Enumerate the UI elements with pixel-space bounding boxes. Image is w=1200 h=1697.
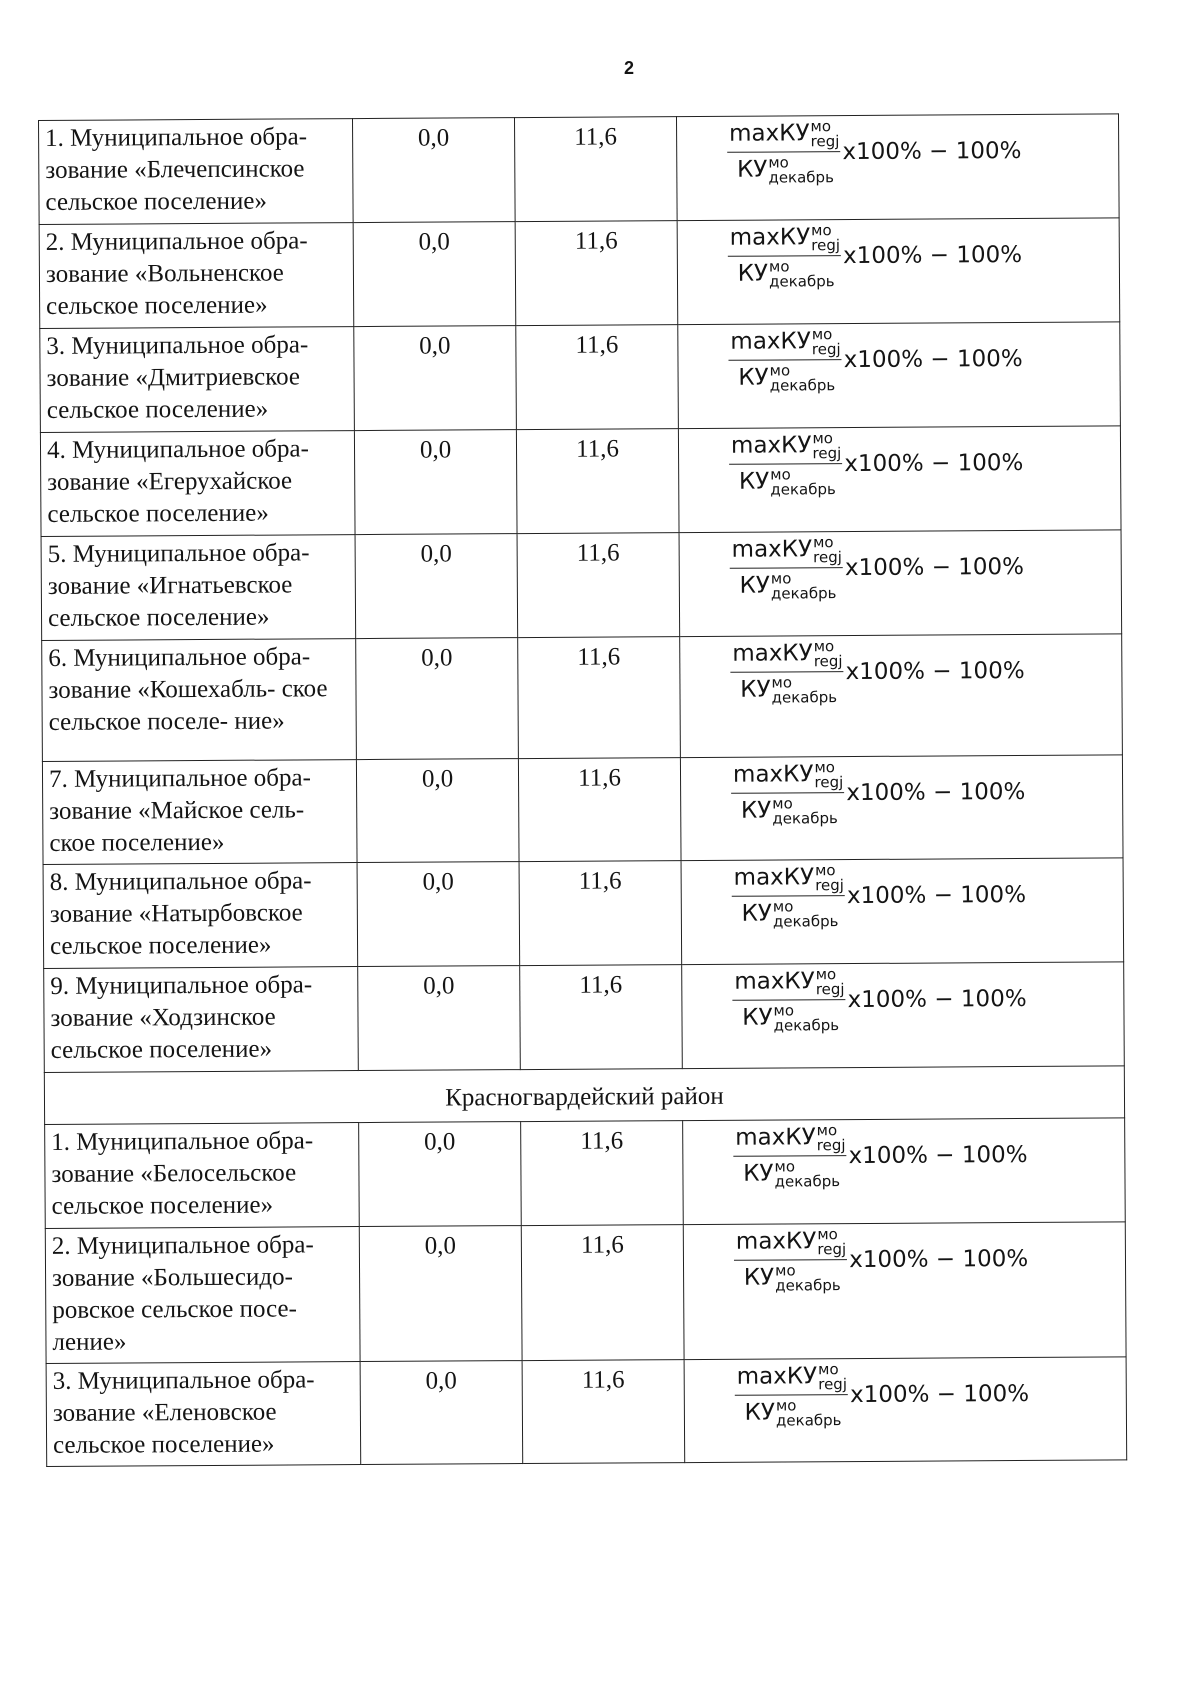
formula-numerator bbox=[734, 1227, 847, 1261]
formula-numerator-sup: мо bbox=[814, 758, 835, 777]
municipality-name-cell: 4. Муниципальное обра- зование «Егерухайское сельское поселение» bbox=[40, 431, 355, 537]
formula-numerator-sup: мо bbox=[815, 965, 837, 984]
formula bbox=[734, 1226, 1029, 1293]
formula-numerator-main: maxКУ bbox=[734, 968, 815, 995]
formula-denominator-main: КУ bbox=[741, 900, 773, 927]
formula-tail: x100% − 100% bbox=[845, 657, 1025, 685]
max-index-cell: 11,6 bbox=[521, 1225, 684, 1361]
formula bbox=[731, 759, 1026, 826]
max-index-cell: 11,6 bbox=[520, 965, 683, 1070]
formula-fraction bbox=[728, 327, 842, 393]
formula-numerator bbox=[730, 639, 843, 673]
formula-numerator-main: maxКУ bbox=[733, 864, 815, 891]
formula-tail: x100% − 100% bbox=[844, 553, 1025, 581]
municipality-name-cell: 3. Муниципальное обра- зование «Дмитриевское сельское поселение» bbox=[40, 327, 355, 433]
formula-tail: x100% − 100% bbox=[846, 881, 1027, 909]
formula-numerator-sub: regj bbox=[811, 236, 841, 255]
formula bbox=[729, 430, 1024, 497]
min-index-cell: 0,0 bbox=[354, 430, 517, 535]
formula-cell bbox=[678, 322, 1121, 429]
municipality-name-cell: 5. Муниципальное обра- зование «Игнатьевское сельское поселение» bbox=[41, 535, 356, 641]
max-index-cell: 11,6 bbox=[516, 325, 679, 430]
formula-numerator-main: maxКУ bbox=[732, 640, 813, 667]
formula-denominator-main: КУ bbox=[739, 572, 770, 599]
max-index-cell: 11,6 bbox=[518, 637, 681, 759]
formula-fraction bbox=[732, 967, 846, 1033]
municipality-name-cell: 6. Муниципальное обра- зование «Кошехабль- ское сельское поселе- ние» bbox=[42, 639, 357, 762]
formula bbox=[727, 118, 1022, 185]
formula-fraction bbox=[733, 1123, 847, 1189]
formula-denominator-sup: мо bbox=[772, 897, 794, 916]
formula-denominator bbox=[741, 1395, 843, 1428]
formula-fraction bbox=[727, 119, 841, 185]
formula-numerator-main: maxКУ bbox=[732, 761, 814, 788]
municipality-name-cell: 9. Муниципальное обра- зование «Ходзинское сельское поселение» bbox=[44, 967, 359, 1073]
formula-tail: x100% − 100% bbox=[842, 137, 1022, 165]
formula-numerator-sup: мо bbox=[815, 861, 836, 880]
formula-denominator-sup: мо bbox=[775, 1396, 797, 1415]
formula-numerator-sub: regj bbox=[811, 340, 841, 359]
formula-numerator-sup: мо bbox=[812, 429, 833, 448]
formula-numerator-sub: regj bbox=[815, 876, 844, 895]
formula-numerator bbox=[728, 327, 841, 361]
min-index-cell: 0,0 bbox=[357, 862, 520, 967]
min-index-cell: 0,0 bbox=[355, 534, 518, 639]
formula bbox=[732, 966, 1027, 1033]
max-index-cell: 11,6 bbox=[519, 861, 682, 966]
min-index-cell: 0,0 bbox=[359, 1226, 522, 1362]
formula-numerator-main: maxКУ bbox=[730, 432, 812, 459]
formula-numerator-sup: мо bbox=[811, 221, 832, 240]
formula-denominator bbox=[733, 152, 835, 185]
table-row bbox=[39, 114, 1120, 225]
formula-numerator-sub: regj bbox=[817, 1240, 847, 1259]
table-row bbox=[43, 858, 1124, 969]
formula-denominator-sub: декабрь bbox=[770, 480, 836, 499]
formula-numerator-main: maxКУ bbox=[731, 536, 813, 563]
tariff-table bbox=[38, 113, 1127, 1467]
max-index-cell: 11,6 bbox=[514, 117, 677, 222]
municipality-name-cell: 1. Муниципальное обра- зование «Блечепсинское сельское поселение» bbox=[39, 119, 354, 225]
formula-cell bbox=[682, 962, 1125, 1069]
formula-denominator-sup: мо bbox=[773, 1001, 795, 1020]
table-row bbox=[45, 1222, 1126, 1364]
table-row bbox=[42, 634, 1123, 762]
formula-cell bbox=[678, 426, 1121, 533]
formula-cell bbox=[683, 1118, 1126, 1225]
formula-fraction bbox=[730, 639, 844, 705]
formula-denominator-sup: мо bbox=[771, 673, 793, 692]
table-row bbox=[40, 322, 1121, 433]
formula-numerator-sub: regj bbox=[810, 132, 840, 151]
min-index-cell: 0,0 bbox=[358, 966, 521, 1071]
formula-denominator bbox=[734, 256, 836, 289]
formula-numerator-sup: мо bbox=[813, 533, 834, 552]
formula-numerator bbox=[732, 967, 845, 1001]
formula-numerator-main: maxКУ bbox=[729, 120, 810, 147]
min-index-cell: 0,0 bbox=[353, 222, 516, 327]
formula-fraction bbox=[732, 863, 846, 929]
formula-numerator-sub: regj bbox=[814, 773, 844, 792]
formula bbox=[728, 222, 1023, 289]
formula-numerator bbox=[727, 119, 840, 153]
formula-tail: x100% − 100% bbox=[848, 1141, 1028, 1169]
min-index-cell: 0,0 bbox=[359, 1122, 522, 1227]
table-row bbox=[44, 962, 1125, 1073]
max-index-cell: 11,6 bbox=[516, 429, 679, 534]
district-header-row bbox=[44, 1066, 1124, 1125]
formula-denominator bbox=[738, 1000, 840, 1033]
formula-denominator bbox=[737, 793, 839, 826]
formula-denominator bbox=[739, 1156, 841, 1189]
municipality-name-cell: 2. Муниципальное обра- зование «Большесидо- ровское сельское посе- ление» bbox=[45, 1227, 360, 1364]
formula-numerator bbox=[735, 1362, 848, 1396]
formula-tail: x100% − 100% bbox=[846, 778, 1026, 806]
formula-denominator-sub: декабрь bbox=[772, 912, 839, 931]
formula-denominator-sub: декабрь bbox=[769, 376, 836, 395]
formula-denominator-sup: мо bbox=[770, 465, 791, 484]
formula-denominator-sub: декабрь bbox=[773, 1016, 840, 1035]
formula-denominator-sub: декабрь bbox=[775, 1411, 842, 1430]
formula-cell bbox=[680, 634, 1123, 758]
formula-numerator-sub: regj bbox=[813, 652, 843, 671]
formula-numerator-main: maxКУ bbox=[735, 1124, 816, 1151]
table-row bbox=[45, 1118, 1126, 1229]
formula-fraction bbox=[735, 1362, 849, 1428]
formula-numerator-sub: regj bbox=[813, 548, 842, 567]
formula-cell bbox=[683, 1222, 1126, 1360]
table-row bbox=[46, 1357, 1127, 1467]
formula-numerator-sup: мо bbox=[816, 1121, 838, 1140]
formula-denominator bbox=[734, 360, 836, 393]
formula-numerator-sup: мо bbox=[813, 637, 835, 656]
formula-numerator bbox=[728, 223, 841, 257]
municipality-name-cell: 1. Муниципальное обра- зование «Белосельское сельское поселение» bbox=[45, 1123, 360, 1229]
formula-numerator-sub: regj bbox=[816, 1136, 846, 1155]
formula-denominator-main: КУ bbox=[738, 468, 770, 495]
formula-tail: x100% − 100% bbox=[849, 1380, 1030, 1408]
formula-denominator-sub: декабрь bbox=[774, 1172, 841, 1191]
tariff-table-container bbox=[38, 113, 1126, 1467]
formula-denominator-sub: декабрь bbox=[769, 272, 835, 291]
page-number: 2 bbox=[623, 58, 634, 78]
formula-denominator bbox=[735, 568, 837, 601]
formula-tail: x100% − 100% bbox=[843, 345, 1023, 373]
formula-tail: x100% − 100% bbox=[842, 241, 1023, 269]
formula-numerator-main: maxКУ bbox=[735, 1228, 817, 1255]
formula-denominator-main: КУ bbox=[740, 797, 772, 824]
formula-denominator-sup: мо bbox=[775, 1261, 796, 1280]
formula-denominator-sup: мо bbox=[768, 257, 790, 276]
formula-denominator-main: КУ bbox=[736, 156, 768, 183]
formula-denominator-main: КУ bbox=[744, 1399, 776, 1426]
table-row bbox=[40, 426, 1121, 537]
formula-numerator bbox=[729, 431, 842, 465]
table-row bbox=[41, 530, 1122, 641]
formula-numerator-sub: regj bbox=[812, 444, 842, 463]
district-name: Красногвардейский район bbox=[44, 1066, 1124, 1125]
formula-numerator-sub: regj bbox=[815, 980, 845, 999]
formula-fraction bbox=[730, 535, 844, 601]
min-index-cell: 0,0 bbox=[354, 326, 517, 431]
formula-numerator-sup: мо bbox=[810, 117, 832, 136]
max-index-cell: 11,6 bbox=[521, 1121, 684, 1226]
formula-denominator-sup: мо bbox=[768, 153, 789, 172]
formula-denominator-sub: декабрь bbox=[775, 1276, 841, 1295]
municipality-name-cell: 7. Муниципальное обра- зование «Майское сель- ское поселение» bbox=[42, 760, 357, 865]
municipality-name-cell: 2. Муниципальное обра- зование «Вольненское сельское поселение» bbox=[39, 223, 354, 329]
formula bbox=[730, 638, 1025, 705]
formula-fraction bbox=[729, 431, 843, 497]
formula-numerator-sup: мо bbox=[818, 1360, 839, 1379]
min-index-cell: 0,0 bbox=[356, 759, 519, 863]
formula-numerator bbox=[732, 863, 845, 897]
formula-denominator-main: КУ bbox=[742, 1004, 773, 1031]
formula-denominator-main: КУ bbox=[738, 364, 769, 391]
formula-denominator-main: КУ bbox=[737, 260, 769, 287]
min-index-cell: 0,0 bbox=[356, 638, 519, 760]
formula-denominator-main: КУ bbox=[743, 1160, 774, 1187]
formula-denominator bbox=[735, 464, 837, 497]
formula-numerator-sup: мо bbox=[817, 1225, 838, 1244]
formula-numerator bbox=[731, 760, 844, 794]
formula-cell bbox=[681, 858, 1124, 965]
min-index-cell: 0,0 bbox=[352, 118, 515, 223]
formula-numerator-main: maxКУ bbox=[730, 328, 811, 355]
formula-denominator-sub: декабрь bbox=[770, 584, 837, 603]
formula-numerator bbox=[733, 1123, 846, 1157]
formula-denominator-sub: декабрь bbox=[768, 168, 834, 187]
formula-numerator-sup: мо bbox=[811, 325, 833, 344]
municipality-name-cell: 3. Муниципальное обра- зование «Еленовское сельское поселение» bbox=[46, 1362, 361, 1467]
max-index-cell: 11,6 bbox=[518, 758, 681, 862]
formula-denominator bbox=[737, 896, 839, 929]
formula bbox=[732, 862, 1027, 929]
max-index-cell: 11,6 bbox=[522, 1360, 685, 1464]
formula-cell bbox=[677, 218, 1120, 325]
formula-cell bbox=[679, 530, 1122, 637]
table-row bbox=[42, 755, 1123, 865]
formula bbox=[730, 534, 1025, 601]
formula-denominator-sup: мо bbox=[770, 569, 792, 588]
formula-fraction bbox=[734, 1227, 848, 1293]
table-row bbox=[39, 218, 1120, 329]
formula-tail: x100% − 100% bbox=[847, 985, 1027, 1013]
formula-denominator-sub: декабрь bbox=[771, 688, 838, 707]
municipality-name-cell: 8. Муниципальное обра- зование «Натырбовское сельское поселение» bbox=[43, 863, 358, 969]
formula-fraction bbox=[731, 760, 845, 826]
formula-numerator bbox=[730, 535, 843, 569]
formula-cell bbox=[680, 755, 1123, 861]
formula-denominator-sup: мо bbox=[772, 794, 793, 813]
formula-tail: x100% − 100% bbox=[844, 449, 1024, 477]
formula bbox=[733, 1122, 1028, 1189]
formula-cell bbox=[676, 114, 1119, 221]
formula-denominator-sub: декабрь bbox=[772, 809, 838, 828]
min-index-cell: 0,0 bbox=[360, 1361, 523, 1465]
formula-numerator-sub: regj bbox=[818, 1375, 848, 1394]
formula bbox=[735, 1361, 1030, 1428]
formula-denominator bbox=[736, 672, 838, 705]
formula-denominator-sup: мо bbox=[774, 1157, 796, 1176]
formula-denominator-sup: мо bbox=[769, 361, 791, 380]
formula-numerator-main: maxКУ bbox=[736, 1363, 818, 1390]
formula-tail: x100% − 100% bbox=[849, 1245, 1029, 1273]
formula-denominator bbox=[740, 1260, 842, 1293]
formula-fraction bbox=[728, 223, 842, 289]
max-index-cell: 11,6 bbox=[517, 533, 680, 638]
formula-denominator-main: КУ bbox=[743, 1264, 775, 1291]
formula-numerator-main: maxКУ bbox=[729, 224, 811, 251]
formula bbox=[728, 326, 1023, 393]
max-index-cell: 11,6 bbox=[515, 221, 678, 326]
formula-cell bbox=[684, 1357, 1127, 1463]
formula-denominator-main: КУ bbox=[740, 676, 771, 703]
